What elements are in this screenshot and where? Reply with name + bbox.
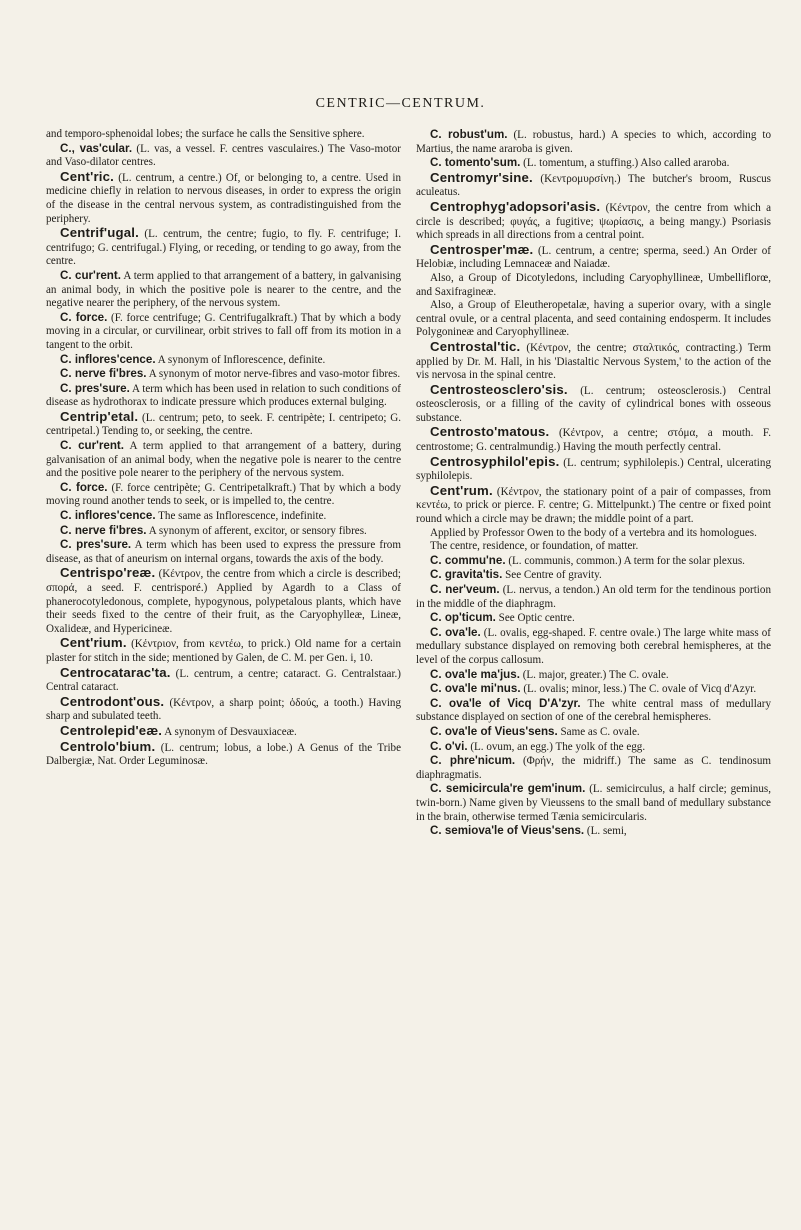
entry-definition: (Κεντρομυρσίνη.) The butcher's broom, Ruscus aculeatus. [416,172,771,199]
entry-definition: A term applied to that arrangement of a battery, during galvanisation of an animal body, when the negative pole is nearer to the centre and the positive pole nearer to the periphery of the nervous system. [46,440,401,480]
entry-definition: The same as Inflorescence, indefinite. [155,510,327,523]
dictionary-entry [416,782,771,824]
entry-definition: Same as C. ovale. [557,725,640,738]
dictionary-entry [416,272,771,299]
dictionary-entry [416,725,771,740]
entry-headword: Centrosteosclero'sis. [430,381,568,397]
entry-headword: Centrif'ugal. [60,225,140,241]
entry-headword: Centrostal'tic. [430,338,521,354]
dictionary-entry [416,626,771,668]
entry-definition: (Κέντριον, from κεντέω, to prick.) Old name for a certain plaster for stitch in the side; mentioned by Galen, de C. M. per Gen. i, 10. [46,638,401,664]
entry-headword: C. ner'veum. [430,583,500,596]
dictionary-entry [46,269,401,311]
dictionary-entry [416,824,771,839]
dictionary-entry [416,484,771,527]
dictionary-entry [416,740,771,755]
entry-definition: (L. ovalis, egg-shaped. F. centre ovale.) The large white mass of medullary substance displayed on removing both cerebral hemispheres, at the level of the corpus callosum. [416,626,771,666]
entry-headword: Centrosyphilol'epis. [430,453,560,469]
entry-definition: See Centre of gravity. [502,569,602,582]
entry-definition: A synonym of motor nerve-fibres and vaso-motor fibres. [146,368,401,381]
dictionary-entry [416,527,771,541]
dictionary-entry [416,425,771,454]
entry-headword: C. nerve fi'bres. [60,523,147,537]
entry-headword: C. pres'sure. [60,538,132,552]
entry-headword: C. ova'le. [430,625,481,639]
entry-definition: (L. centrum; osteosclerosis.) Central osteosclerosis, or a filling of the cavity of cylindrical bones with osseous substance. [416,384,771,424]
entry-headword: Centrodont'ous. [60,693,165,709]
dictionary-entry [416,568,771,583]
dictionary-entry [46,636,401,665]
dictionary-entry [416,611,771,626]
entry-definition: The centre, residence, or foundation, of matter. [430,540,639,553]
entry-headword: Centrosper'mæ. [430,241,534,257]
entry-definition: (Κέντρον, the centre from which a circle is described; φυγάς, a fugitive; ψωρίασις, a being mangy.) Psoriasis which spreads in all directions from a central point. [416,201,771,242]
entry-headword: C. inflores'cence. [60,352,156,366]
dictionary-entry [416,754,771,782]
dictionary-entry [416,554,771,569]
dictionary-entry [46,170,401,226]
entry-definition: (L. communis, common.) A term for the solar plexus. [505,554,745,567]
dictionary-entry [416,128,771,156]
entry-definition: (L. major, greater.) The C. ovale. [519,668,669,681]
entry-headword: C., vas'cular. [60,141,133,155]
entry-definition: A term which has been used to express the pressure from disease, as that of aneurism on internal organs, towards the axis of the body. [46,539,401,565]
dictionary-entry [46,695,401,724]
entry-definition: (Κέντρον, the centre from which a circle is described; σπορά, a seed. F. centrisporé.) Applied by Agardh to a Class of phanerocotyledonous, complete, hypogynous, polypetalous plants, which have their seeds fixed to the centre of their fruit, as the Caryophylleæ, Lineæ, Oxalideæ, and Hypericineæ. [46,568,401,635]
entry-definition: A synonym of Desvauxiaceæ. [162,725,297,738]
entry-headword: C. op'ticum. [430,611,496,625]
dictionary-entry [416,540,771,554]
dictionary-entry [46,311,401,353]
right-column [416,128,771,839]
dictionary-entry [46,509,401,524]
entry-headword: Centrolo'bium. [60,738,156,754]
entry-definition: Applied by Professor Owen to the body of a vertebra and its homologues. [430,526,757,539]
entry-definition: (L. semi, [584,825,627,838]
entry-headword: C. gravita'tis. [430,568,503,582]
entry-definition: (L. vas, a vessel. F. centres vasculaires.) The Vaso-motor and Vaso-dilator centres. [46,142,401,169]
dictionary-entry [46,666,401,695]
entry-headword: Centromyr'sine. [430,169,533,185]
entry-headword: C. ova'le of Vicq D'A'zyr. [430,696,581,710]
entry-headword: C. robust'um. [430,128,508,141]
dictionary-entry [46,724,401,740]
entry-headword: C. commu'ne. [430,553,506,567]
entry-definition: (Φρήν, the midriff.) The same as C. tendinosum diaphragmatis. [416,755,771,781]
entry-definition: (F. force centripète; G. Centripetalkraft.) That by which a body moving round another tends to seek, or is impelled to, the centre. [46,481,401,508]
dictionary-entry [416,156,771,171]
entry-headword: Centrophyg'adopsori'asis. [430,198,601,214]
entry-definition: The white central mass of medullary substance displayed on section of one of the cerebral hemispheres. [416,697,771,724]
dictionary-entry [46,353,401,368]
entry-headword: Centrocatarac'ta. [60,664,171,680]
entry-definition: A term applied to that arrangement of a battery, in galvanising an animal body, in which the positive pole is nearer to the centre, and the negative nearer the periphery, of the nervous system. [46,269,401,310]
entry-definition: A term which has been used in relation to such conditions of disease as hydrothorax to indicate pressure which produces external bulging. [46,382,401,409]
dictionary-entry [46,538,401,566]
entry-definition: (L. nervus, a tendon.) An old term for the tendinous portion in the middle of the diaphragm. [416,584,771,610]
entry-headword: Cent'rum. [430,482,493,498]
entry-definition: See Optic centre. [495,612,575,625]
entry-definition: (F. force centrifuge; G. Centrifugalkraft.) That by which a body moving in a circular, or curvilinear, orbit strives to fall off from its motion in a tangent to the orbit. [46,311,401,351]
dictionary-entry [46,410,401,439]
dictionary-entry [46,566,401,636]
entry-definition: (L. centrum, a centre.) Of, or belonging to, a centre. Used in medicine chiefly in relation to nervous diseases, in order to express the origin of the disease in the central nervous system, as contradistinguished from the periphery. [46,171,401,225]
entry-definition: (L. centrum, the centre; fugio, to fly. F. centrifuge; I. centrifugo; G. centrifugal.) Flying, or receding, or tending to go away, from the centre. [46,228,401,268]
entry-headword: C. tomento'sum. [430,156,521,170]
entry-definition: (L. robustus, hard.) A species to which, according to Martius, the name araroba is given. [416,129,771,155]
entry-headword: C. semicircula're gem'inum. [430,782,586,796]
entry-headword: C. o'vi. [430,739,468,753]
entry-definition: A synonym of afferent, excitor, or sensory fibres. [146,524,367,537]
dictionary-entry [416,171,771,200]
dictionary-entry [46,439,401,481]
dictionary-entry [46,128,401,142]
dictionary-entry [416,243,771,272]
entry-headword: C. cur'rent. [60,439,125,453]
dictionary-entry [46,524,401,539]
dictionary-entry [416,200,771,243]
dictionary-entry [416,583,771,611]
dictionary-entry [46,382,401,410]
dictionary-entry [46,740,401,769]
entry-definition: (Κέντρον, a sharp point; ὀδούς, a tooth.) Having sharp and subulated teeth. [46,696,401,723]
entry-headword: C. cur'rent. [60,268,121,282]
entry-headword: Centrosto'matous. [430,424,550,440]
entry-headword: C. phre'nicum. [430,754,516,768]
entry-definition: A synonym of Inflorescence, definite. [155,353,326,366]
entry-definition: (L. centrum; lobus, a lobe.) A Genus of the Tribe Dalbergiæ, Nat. Order Leguminosæ. [46,741,401,768]
entry-headword: C. ova'le ma'jus. [430,667,520,681]
entry-definition: (Κέντρον, a centre; στόμα, a mouth. F. centrostome; G. centralmundig.) Having the mouth perfectly central. [416,427,771,454]
dictionary-entry [416,682,771,697]
dictionary-entry [46,142,401,170]
entry-headword: C. force. [60,310,108,324]
entry-definition: Also, a Group of Eleutheropetalæ, having a superior ovary, with a single central ovule, or a central placenta, and seed containing endosperm. It includes Polygonineæ and Caryophyllineæ. [416,299,771,339]
left-column [46,128,401,769]
entry-headword: Cent'ric. [60,168,115,184]
dictionary-entry [416,697,771,725]
dictionary-entry [416,383,771,426]
entry-headword: C. inflores'cence. [60,509,156,523]
entry-definition: (Κέντρον, the stationary point of a pair of compasses, from κεντέω, to prick or pierce. F. centre; G. Mittelpunkt.) The centre or fixed point round which a circle may be drawn; the middle point of a part. [416,485,771,526]
dictionary-entry [416,455,771,484]
entry-headword: C. nerve fi'bres. [60,367,147,381]
entry-definition: (L. ovalis; minor, less.) The C. ovale of Vicq d'Azyr. [520,683,757,696]
entry-headword: Centrip'etal. [60,408,139,424]
entry-definition: (L. semicirculus, a half circle; geminus, twin-born.) Name given by Vieussens to the small band of medullary substance in the brain, otherwise termed Tænia semicircularis. [416,783,771,823]
entry-definition: (L. ovum, an egg.) The yolk of the egg. [467,740,646,753]
dictionary-entry [416,299,771,340]
entry-definition: Also, a Group of Dicotyledons, including Caryophyllineæ, Umbelliflorœ, and Saxifragineæ. [416,271,771,298]
entry-headword: C. semiova'le of Vieus'sens. [430,824,585,838]
entry-headword: C. ova'le mi'nus. [430,682,521,696]
entry-headword: C. force. [60,480,108,494]
entry-headword: Cent'rium. [60,635,127,651]
entry-headword: C. pres'sure. [60,381,130,395]
entry-definition: (L. centrum; syphilolepis.) Central, ulcerating syphilolepis. [416,456,771,483]
entry-definition: (Κέντρον, the centre; σταλτικός, contracting.) Term applied by Dr. M. Hall, in his 'Diastaltic Nervous System,' to the action of the vis nervosa in the spinal centre. [416,341,771,382]
entry-definition: (L. centrum, a centre; sperma, seed.) An Order of Helobiæ, including Lemnaceæ and Naiadæ. [416,244,771,271]
entry-headword: Centrispo'reæ. [60,565,156,581]
entry-definition: (L. tomentum, a stuffing.) Also called araroba. [520,157,730,170]
entry-definition: and temporo-sphenoidal lobes; the surface he calls the Sensitive sphere. [46,128,365,140]
dictionary-entry [416,340,771,383]
dictionary-entry [46,367,401,382]
entry-definition: (L. centrum, a centre; cataract. G. Centralstaar.) Central cataract. [46,667,401,694]
dictionary-entry [46,481,401,509]
entry-definition: (L. centrum; peto, to seek. F. centripète; I. centripeto; G. centripetal.) Tending to, or seeking, the centre. [46,411,401,438]
dictionary-entry [416,668,771,683]
dictionary-entry [46,226,401,269]
entry-headword: Centrolepid'eæ. [60,722,163,738]
running-head: CENTRIC—CENTRUM. [315,96,486,111]
entry-headword: C. ova'le of Vieus'sens. [430,724,558,738]
